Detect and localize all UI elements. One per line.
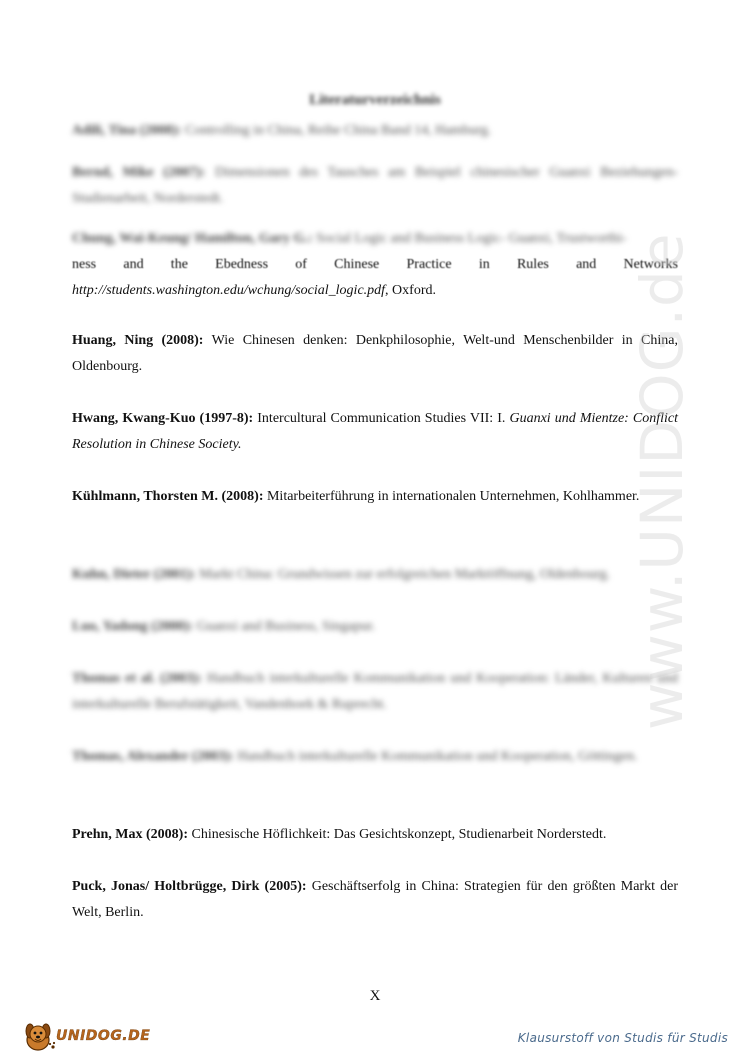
bibliography-entry — [72, 822, 678, 848]
entry-text: Wie Chinesen denken: Denkphilosophie, Welt-und Menschenbilder in China, Oldenbourg. — [72, 333, 678, 374]
entry-text: Chinesische Höflichkeit: Das Gesichtskonzept, Studienarbeit Norderstedt. — [188, 827, 607, 842]
entry-title-italic: Guanxi und Mientze: Conflict Resolution in Chinese Society. — [72, 411, 678, 452]
entry-text: Handbuch interkulturelle Kommunikation und Kooperation: Länder, Kulturen und interkulturelle Berufstätigkeit, Vandenhoek & Ruprecht. — [72, 671, 678, 712]
entry-line-3 — [72, 278, 678, 304]
bibliography-entry — [72, 562, 678, 588]
bibliography-entry — [72, 118, 678, 144]
entry-text: Controlling in China, Reihe China Band 14, Hamburg. — [181, 123, 492, 138]
entry-author: Hwang, Kwang-Kuo (1997-8): — [72, 411, 254, 426]
bibliography-entry — [72, 160, 678, 212]
entry-text: Dimensionen des Tausches am Beispiel chinesischer Guanxi Beziehungen- Studienarbeit, Norderstedt. — [72, 165, 678, 206]
dog-mascot-icon — [22, 1018, 56, 1054]
entry-line-blurred — [72, 226, 678, 252]
bibliography-entry — [72, 226, 678, 304]
entry-url: http://students.washington.edu/wchung/social_logic.pdf — [72, 283, 386, 298]
entry-author: Luo, Yadong (2000): — [72, 619, 194, 634]
entry-url-suffix: , Oxford. — [385, 283, 436, 298]
entry-author: Kuhn, Dieter (2001): — [72, 567, 196, 582]
page-number: X — [369, 988, 381, 1004]
entry-text: Geschäftserfolg in China: Strategien für den größten Markt der Welt, Berlin. — [72, 879, 678, 920]
entry-author: Thomas et al. (2003): — [72, 671, 203, 686]
footer-logo[interactable] — [22, 1018, 182, 1054]
entry-author: Kühlmann, Thorsten M. (2008): — [72, 489, 264, 504]
bibliography-entry — [72, 874, 678, 926]
bibliography-entry — [72, 666, 678, 718]
entry-author: Adili, Tina (2008): — [72, 123, 182, 138]
bibliography-entry — [72, 744, 678, 770]
entry-text: Handbuch interkulturelle Kommunikation und Kooperation, Göttingen. — [233, 749, 638, 764]
entry-author: Huang, Ning (2008): — [72, 333, 204, 348]
bibliography-entry — [72, 484, 678, 510]
entry-author: Prehn, Max (2008): — [72, 827, 188, 842]
entry-text: Social Logic and Business Logic- Guanxi, Trustworthi- — [312, 231, 627, 246]
bibliography-entry — [72, 406, 678, 458]
footer-tagline: Klausurstoff von Studis für Studis — [517, 1031, 728, 1045]
entry-author: Bernd, Mike (2007): — [72, 165, 206, 180]
page-title: Literaturverzeichnis — [309, 92, 441, 108]
entry-text: Mitarbeiterführung in internationalen Unternehmen, Kohlhammer. — [263, 489, 640, 504]
entry-text: Markt China: Grundwissen zur erfolgreichen Marktöffnung, Oldenbourg. — [195, 567, 611, 582]
logo-text: UNIDOG.DE — [56, 1028, 151, 1044]
bibliography-entry — [72, 328, 678, 380]
entry-author: Chung, Wai-Keung/ Hamilton, Gary G.: — [72, 231, 313, 246]
entry-author: Thomas, Alexander (2003): — [72, 749, 234, 764]
entry-line-2: ness and the Ebedness of Chinese Practice in Rules and Networks — [72, 257, 678, 272]
watermark: www.UNIDOG.de — [628, 232, 696, 730]
entry-text: Intercultural Communication Studies VII: I. — [253, 411, 510, 426]
entry-text: Guanxi and Business, Singapur. — [193, 619, 376, 634]
bibliography-entry — [72, 614, 678, 640]
entry-author: Puck, Jonas/ Holtbrügge, Dirk (2005): — [72, 879, 307, 894]
